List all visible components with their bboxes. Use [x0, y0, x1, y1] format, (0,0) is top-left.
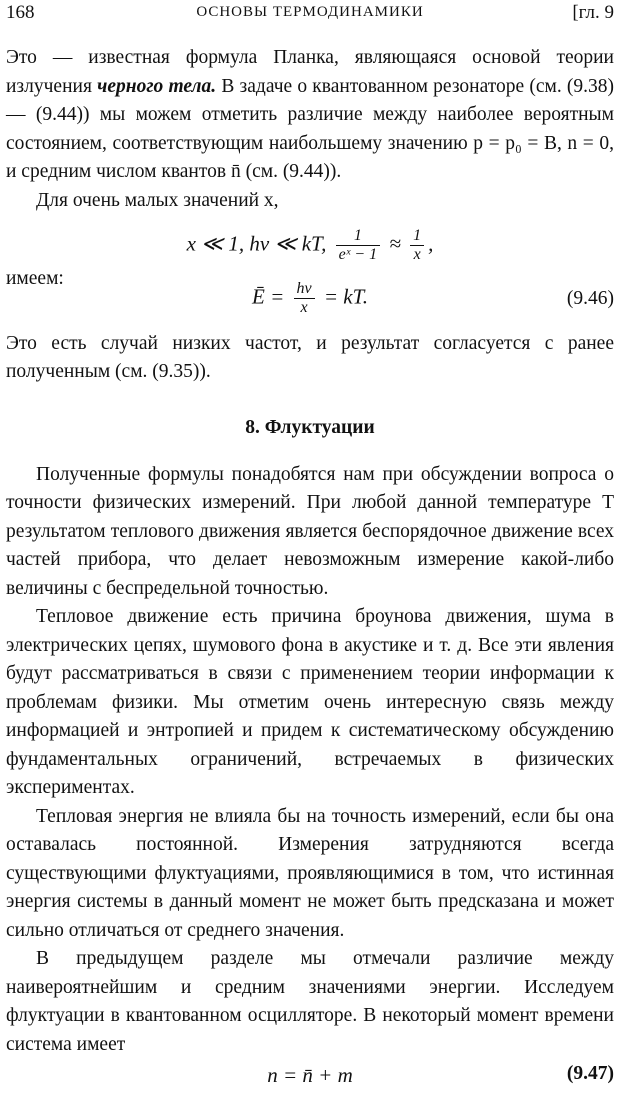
- chapter-label: [гл. 9: [572, 2, 614, 23]
- formula-condition: x ≪ 1, hν ≪ kT,: [186, 231, 327, 256]
- fraction: [410, 227, 424, 264]
- paragraph-text: В задаче о квантованном резонаторе (см. (9.38) — (9.44)) мы можем отметить различие между наиболее вероятным состоянием, соответствующим наибольшему значению p = p₀ = B, n = 0, и средним числом квантов n̄ (см. (9.44)).: [6, 75, 614, 182]
- fraction-denominator: x: [410, 245, 424, 264]
- paragraph-have: имеем:: [6, 268, 64, 289]
- fraction-denominator: x: [294, 298, 315, 317]
- formula-punctuation: ,: [428, 231, 434, 256]
- formula-expression: n = n̄ + m: [267, 1063, 353, 1087]
- equation-number: (9.46): [566, 287, 614, 309]
- paragraph-thermal-motion: Тепловое движение есть причина броунова движения, шума в электрических цепях, шумового фона в акустике и т. д. Все эти явления будут рассматриваться в связи с применением теории информации к проблемам физики. Мы отметим очень интересную связь между информацией и энтропией и придем к систематическому обсуждению фундаментальных ограничений, встречаемых в физических экспериментах.: [6, 606, 614, 798]
- fraction-numerator: 1: [353, 227, 362, 244]
- formula-947: [6, 1059, 614, 1099]
- paragraph-text: Это — известная формула Планка, являющаяся основой теории излучения: [6, 47, 614, 97]
- paragraph-fluctuations: В предыдущем разделе мы отмечали различие между наивероятнейшим и средним значениями энергии. Исследуем флуктуации в квантованном осцилляторе. В некоторый момент времени система имеет: [6, 948, 614, 1055]
- formula-946: [6, 268, 614, 324]
- page-number: 168: [6, 2, 35, 23]
- paragraph-measurements: Полученные формулы понадобятся нам при обсуждении вопроса о точности физических измерений. При любой данной температуре T результатом теплового движения является беспорядочное движение всех частей прибора, что делает невозможным измерение какой-либо величины с беспредельной точностью.: [6, 463, 614, 599]
- equation-number: (9.47): [566, 1063, 614, 1084]
- paragraph-planck: [6, 44, 614, 187]
- approx-sign: ≈: [389, 231, 401, 256]
- paragraph-small-x: Для очень малых значений x,: [36, 189, 279, 211]
- paragraph-thermal-energy: Тепловая энергия не влияла бы на точность измерений, если бы она оставалась постоянной. Измерения затрудняются всегда существующими флуктуациями, проявляющимися в том, что истинная энергия системы в данный момент не может быть предсказана и может сильно отличаться от среднего значения.: [6, 805, 614, 941]
- section-heading: 8. Флуктуации: [245, 416, 375, 438]
- fraction: [336, 227, 380, 264]
- page-header: [6, 2, 614, 30]
- page-body: [6, 44, 614, 1099]
- paragraph-low-freq: Это есть случай низких частот, и результат согласуется с ранее полученным (см. (9.35)).: [6, 332, 614, 382]
- formula-rhs: = kT.: [323, 283, 368, 308]
- fraction-numerator: 1: [413, 227, 422, 244]
- formula-lhs: Ē =: [252, 283, 285, 308]
- emphasis-black-body: черного тела.: [97, 75, 217, 97]
- fraction-numerator: hν: [296, 279, 312, 297]
- fraction-denominator: eˣ − 1: [336, 245, 380, 264]
- running-title: ОСНОВЫ ТЕРМОДИНАМИКИ: [196, 4, 424, 20]
- fraction: [294, 280, 315, 317]
- formula-small-x: [6, 215, 614, 271]
